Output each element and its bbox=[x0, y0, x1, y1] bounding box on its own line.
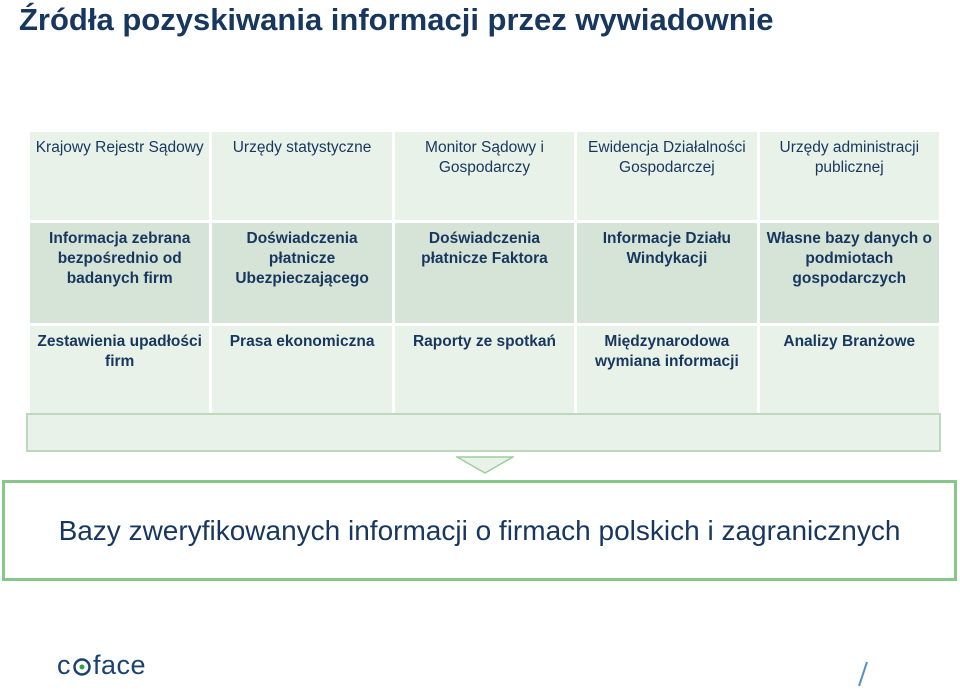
source-cell: Raporty ze spotkań bbox=[393, 325, 575, 416]
source-cell: Doświadczenia płatnicze Faktora bbox=[393, 222, 575, 325]
sources-row-1 bbox=[29, 131, 941, 222]
sources-row-3 bbox=[29, 325, 941, 416]
logo-prefix: c bbox=[57, 650, 71, 680]
logo-o-icon bbox=[72, 657, 92, 677]
slash-mark-icon bbox=[855, 660, 871, 688]
down-arrow-icon bbox=[456, 456, 514, 474]
source-cell: Informacje Działu Windykacji bbox=[576, 222, 758, 325]
source-cell: Urzędy statystyczne bbox=[211, 131, 393, 222]
source-cell: Analizy Branżowe bbox=[758, 325, 940, 416]
logo-suffix: face bbox=[93, 650, 147, 680]
summary-bar bbox=[26, 413, 941, 452]
source-cell: Ewidencja Działalności Gospodarczej bbox=[576, 131, 758, 222]
slide-title: Źródła pozyskiwania informacji przez wywiadownie bbox=[19, 2, 774, 37]
result-box bbox=[2, 480, 957, 581]
source-cell: Krajowy Rejestr Sądowy bbox=[29, 131, 211, 222]
sources-row-2 bbox=[29, 222, 941, 325]
source-cell: Zestawienia upadłości firm bbox=[29, 325, 211, 416]
source-cell: Prasa ekonomiczna bbox=[211, 325, 393, 416]
source-cell: Własne bazy danych o podmiotach gospodarczych bbox=[758, 222, 940, 325]
source-cell: Informacja zebrana bezpośrednio od badanych firm bbox=[29, 222, 211, 325]
source-cell: Monitor Sądowy i Gospodarczy bbox=[393, 131, 575, 222]
source-cell: Doświadczenia płatnicze Ubezpieczającego bbox=[211, 222, 393, 325]
sources-grid bbox=[27, 129, 942, 417]
result-text: Bazy zweryfikowanych informacji o firmach polskich i zagranicznych bbox=[58, 514, 901, 546]
source-cell: Urzędy administracji publicznej bbox=[758, 131, 940, 222]
source-cell: Międzynarodowa wymiana informacji bbox=[576, 325, 758, 416]
coface-logo bbox=[57, 650, 146, 681]
